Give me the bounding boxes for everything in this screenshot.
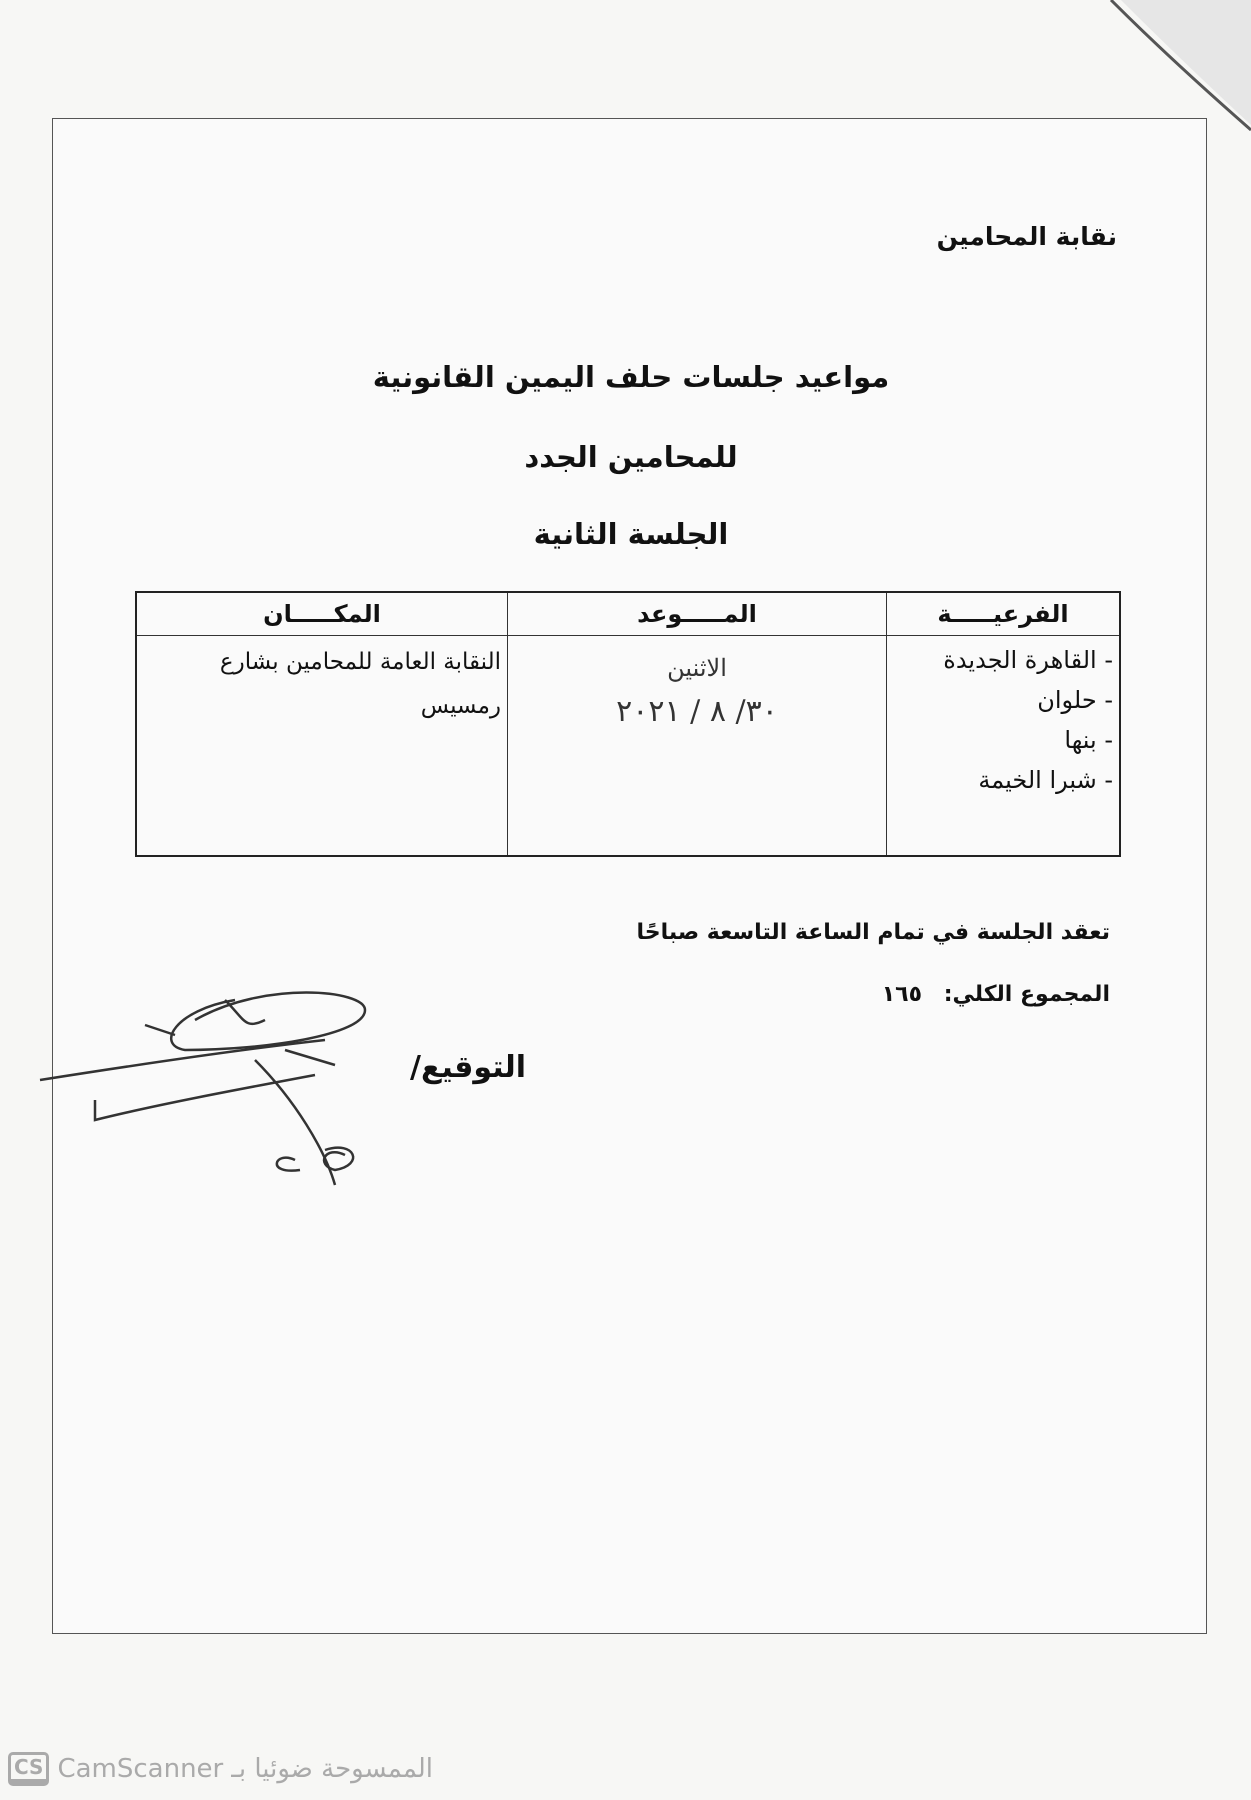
camscanner-arabic: الممسوحة ضوئيا بـ xyxy=(231,1754,433,1784)
document-title: مواعيد جلسات حلف اليمين القانونية xyxy=(372,360,890,394)
organization-name: نقابة المحامين xyxy=(936,222,1117,251)
branch-item: - القاهرة الجديدة xyxy=(943,646,1113,674)
session-day: الاثنين xyxy=(667,654,727,682)
camscanner-text: CamScanner xyxy=(57,1754,224,1784)
place-cell: النقابة العامة للمحامين بشارع رمسيس xyxy=(136,636,508,857)
branch-item: - بنها xyxy=(1064,726,1113,754)
header-branch: الفرعيـــــة xyxy=(887,592,1121,636)
document-subtitle: للمحامين الجدد xyxy=(524,440,738,474)
session-time-note: تعقد الجلسة في تمام الساعة التاسعة صباحًا xyxy=(636,920,1110,945)
document-frame xyxy=(52,118,1207,1634)
handwritten-signature xyxy=(35,980,395,1190)
table-header-row xyxy=(136,592,1120,636)
session-date: ٣٠/ ٨ / ٢٠٢١ xyxy=(616,694,778,729)
header-time: المـــــوعد xyxy=(508,592,887,636)
camscanner-logo: CS xyxy=(8,1752,49,1786)
camscanner-watermark xyxy=(8,1752,433,1786)
session-title: الجلسة الثانية xyxy=(533,517,729,551)
signature-label: التوقيع/ xyxy=(410,1050,526,1085)
branch-item: - شبرا الخيمة xyxy=(978,766,1113,794)
branch-cell xyxy=(887,636,1121,857)
header-place: المكـــــان xyxy=(136,592,508,636)
time-cell xyxy=(508,636,887,857)
total-line xyxy=(882,982,1110,1007)
branch-item: - حلوان xyxy=(1037,686,1113,714)
schedule-table xyxy=(135,591,1121,857)
table-row xyxy=(136,636,1120,857)
total-value: ١٦٥ xyxy=(881,982,923,1007)
total-label: المجموع الكلي: xyxy=(943,982,1110,1007)
